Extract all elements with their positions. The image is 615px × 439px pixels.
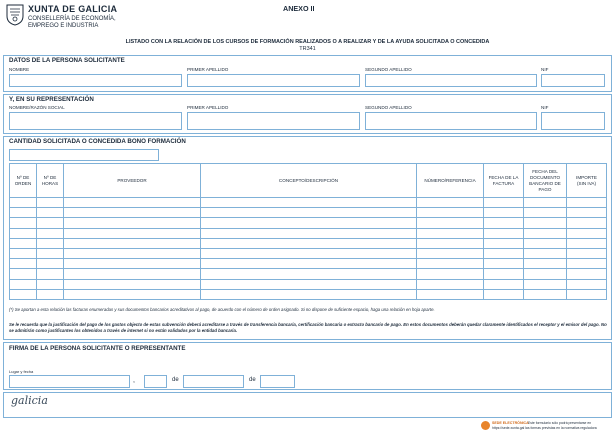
- rep-nif-label: NIF: [541, 105, 549, 110]
- place-date-label: Lugar y fecha: [9, 369, 34, 374]
- table-cell[interactable]: [37, 279, 64, 289]
- table-row: [10, 208, 607, 218]
- table-cell[interactable]: [201, 269, 417, 279]
- col-fecha-documento: FECHA DEL DOCUMENTO BANCARIO DE PAGO: [524, 164, 567, 198]
- table-cell[interactable]: [10, 238, 37, 248]
- applicant-apellido2-label: SEGUNDO APELLIDO: [365, 67, 412, 72]
- table-cell[interactable]: [201, 248, 417, 258]
- col-proveedor: PROVEEDOR: [64, 164, 201, 198]
- table-row: [10, 269, 607, 279]
- applicant-nif-field[interactable]: [541, 74, 605, 87]
- table-row: [10, 238, 607, 248]
- table-cell[interactable]: [567, 269, 607, 279]
- col-orden: Nº DE ORDEN: [10, 164, 37, 198]
- table-cell[interactable]: [64, 218, 201, 228]
- table-cell[interactable]: [567, 279, 607, 289]
- rep-apellido1-field[interactable]: [187, 112, 360, 130]
- de-label-2: de: [249, 377, 256, 383]
- dept-line-1: CONSELLERÍA DE ECONOMÍA,: [28, 16, 116, 22]
- table-cell[interactable]: [417, 259, 484, 269]
- table-cell[interactable]: [64, 198, 201, 208]
- table-cell[interactable]: [37, 269, 64, 279]
- table-cell[interactable]: [524, 289, 567, 299]
- col-numero: NÚMERO/REFERENCIA: [417, 164, 484, 198]
- table-cell[interactable]: [524, 208, 567, 218]
- col-horas: Nº DE HORAS: [37, 164, 64, 198]
- col-importe: IMPORTE (SIN IVA): [567, 164, 607, 198]
- table-cell[interactable]: [417, 248, 484, 258]
- representative-title: Y, EN SU REPRESENTACIÓN: [9, 96, 94, 103]
- table-cell[interactable]: [524, 218, 567, 228]
- table-cell[interactable]: [10, 198, 37, 208]
- table-cell[interactable]: [524, 238, 567, 248]
- rep-apellido2-label: SEGUNDO APELLIDO: [365, 105, 412, 110]
- table-cell[interactable]: [484, 218, 524, 228]
- table-cell[interactable]: [64, 208, 201, 218]
- table-row: [10, 259, 607, 269]
- year-field[interactable]: [260, 375, 295, 388]
- footer-section: [3, 392, 612, 418]
- table-cell[interactable]: [64, 279, 201, 289]
- table-cell[interactable]: [567, 259, 607, 269]
- table-cell[interactable]: [10, 289, 37, 299]
- table-cell[interactable]: [201, 228, 417, 238]
- table-cell[interactable]: [417, 289, 484, 299]
- form-title: LISTADO CON LA RELACIÓN DE LOS CURSOS DE FORMACIÓN REALIZADOS O A REALIZAR Y DE LA AYUDA SOLICITADA O CONCEDIDA: [125, 39, 490, 45]
- table-cell[interactable]: [567, 289, 607, 299]
- annex-label: ANEXO II: [283, 4, 315, 13]
- sede-label: SEDE ELECTRÓNICA: [492, 421, 529, 425]
- table-cell[interactable]: [201, 279, 417, 289]
- table-cell[interactable]: [201, 218, 417, 228]
- amount-title: CANTIDAD SOLICITADA O CONCEDIDA BONO FORMACIÓN: [9, 138, 186, 145]
- table-cell[interactable]: [417, 238, 484, 248]
- table-cell[interactable]: [64, 228, 201, 238]
- table-cell[interactable]: [567, 198, 607, 208]
- rep-apellido1-label: PRIMER APELLIDO: [187, 105, 229, 110]
- table-cell[interactable]: [201, 238, 417, 248]
- table-row: [10, 218, 607, 228]
- col-concepto: CONCEPTO/DESCRIPCIÓN: [201, 164, 417, 198]
- day-field[interactable]: [144, 375, 167, 388]
- note-2: Se le recuerda que la justificación del pago de los gastos objecto de estas subvención deberá acreditarse a través de transferencia bancaria, certificación bancaria o extracto bancario de pago. En estos documentos deberán quedar claramente identificados el receptor y el emisor del pago. No se admitirán como justificantes los obtenidos a través de internet si no están validados por la entidad bancaria.: [9, 322, 607, 333]
- table-cell[interactable]: [567, 228, 607, 238]
- table-cell[interactable]: [10, 269, 37, 279]
- sede-text-2: https://sede.xunta.gal las formas previstas en la normativa reguladora: [492, 426, 597, 430]
- rep-apellido2-field[interactable]: [365, 112, 537, 130]
- table-cell[interactable]: [484, 238, 524, 248]
- galicia-logo: galicia: [11, 394, 48, 407]
- table-cell[interactable]: [10, 248, 37, 258]
- table-cell[interactable]: [484, 269, 524, 279]
- table-cell[interactable]: [201, 289, 417, 299]
- table-cell[interactable]: [524, 228, 567, 238]
- rep-nif-field[interactable]: [541, 112, 605, 130]
- table-cell[interactable]: [37, 238, 64, 248]
- table-cell[interactable]: [64, 289, 201, 299]
- table-cell[interactable]: [37, 218, 64, 228]
- table-cell[interactable]: [201, 198, 417, 208]
- table-cell[interactable]: [201, 259, 417, 269]
- table-cell[interactable]: [524, 279, 567, 289]
- table-cell[interactable]: [417, 228, 484, 238]
- comma: ,: [133, 377, 135, 384]
- applicant-nombre-label: NOMBRE: [9, 67, 30, 72]
- table-cell[interactable]: [37, 198, 64, 208]
- table-cell[interactable]: [64, 238, 201, 248]
- org-name: XUNTA DE GALICIA: [28, 4, 118, 14]
- table-cell[interactable]: [484, 198, 524, 208]
- table-cell[interactable]: [37, 248, 64, 258]
- table-cell[interactable]: [484, 248, 524, 258]
- table-row: [10, 279, 607, 289]
- table-cell[interactable]: [417, 208, 484, 218]
- table-cell[interactable]: [567, 218, 607, 228]
- applicant-nombre-field[interactable]: [9, 74, 182, 87]
- table-cell[interactable]: [10, 218, 37, 228]
- signature-title: FIRMA DE LA PERSONA SOLICITANTE O REPRESENTANTE: [9, 345, 186, 352]
- table-cell[interactable]: [37, 289, 64, 299]
- table-cell[interactable]: [524, 259, 567, 269]
- table-cell[interactable]: [484, 259, 524, 269]
- table-cell[interactable]: [64, 248, 201, 258]
- table-row: [10, 248, 607, 258]
- form-code: TR341: [299, 46, 316, 52]
- month-field[interactable]: [183, 375, 244, 388]
- table-cell[interactable]: [524, 269, 567, 279]
- applicant-apellido1-label: PRIMER APELLIDO: [187, 67, 229, 72]
- xunta-shield-logo: [6, 4, 24, 26]
- rep-nombre-field[interactable]: [9, 112, 182, 130]
- courses-table: [9, 163, 607, 300]
- table-row: [10, 228, 607, 238]
- de-label-1: de: [172, 377, 179, 383]
- table-cell[interactable]: [10, 279, 37, 289]
- table-cell[interactable]: [10, 259, 37, 269]
- table-cell[interactable]: [484, 289, 524, 299]
- table-row: [10, 289, 607, 299]
- table-cell[interactable]: [524, 248, 567, 258]
- applicant-apellido2-field[interactable]: [365, 74, 537, 87]
- rep-nombre-label: NOMBRE/RAZÓN SOCIAL: [9, 105, 65, 110]
- applicant-apellido1-field[interactable]: [187, 74, 360, 87]
- col-fecha-factura: FECHA DE LA FACTURA: [484, 164, 524, 198]
- table-cell[interactable]: [10, 228, 37, 238]
- table-cell[interactable]: [10, 208, 37, 218]
- place-field[interactable]: [9, 375, 130, 388]
- sede-icon: [481, 421, 490, 430]
- table-cell[interactable]: [201, 208, 417, 218]
- table-cell[interactable]: [417, 198, 484, 208]
- table-cell[interactable]: [64, 269, 201, 279]
- table-cell[interactable]: [484, 279, 524, 289]
- table-cell[interactable]: [524, 198, 567, 208]
- table-cell[interactable]: [484, 228, 524, 238]
- table-cell[interactable]: [417, 218, 484, 228]
- table-cell[interactable]: [37, 259, 64, 269]
- dept-line-2: EMPREGO E INDUSTRIA: [28, 23, 99, 29]
- table-cell[interactable]: [484, 208, 524, 218]
- note-1: (*) Se aportan a esta relación las facturas enumeradas y sus documentos bancarios acreditativos al pago, de acuerdo con el número de orden asignado. Si no dispone de suficiente espacio, haga una relación en hoja aparte.: [9, 307, 435, 312]
- table-cell[interactable]: [567, 248, 607, 258]
- table-cell[interactable]: [417, 269, 484, 279]
- amount-field[interactable]: [9, 149, 159, 161]
- table-cell[interactable]: [567, 208, 607, 218]
- table-cell[interactable]: [567, 238, 607, 248]
- applicant-title: DATOS DE LA PERSONA SOLICITANTE: [9, 57, 125, 64]
- table-cell[interactable]: [37, 228, 64, 238]
- sede-text-1: Este formulario sólo podrá presentarse en: [528, 421, 592, 425]
- table-cell[interactable]: [37, 208, 64, 218]
- table-cell[interactable]: [64, 259, 201, 269]
- applicant-nif-label: NIF: [541, 67, 549, 72]
- table-row: [10, 198, 607, 208]
- table-cell[interactable]: [417, 279, 484, 289]
